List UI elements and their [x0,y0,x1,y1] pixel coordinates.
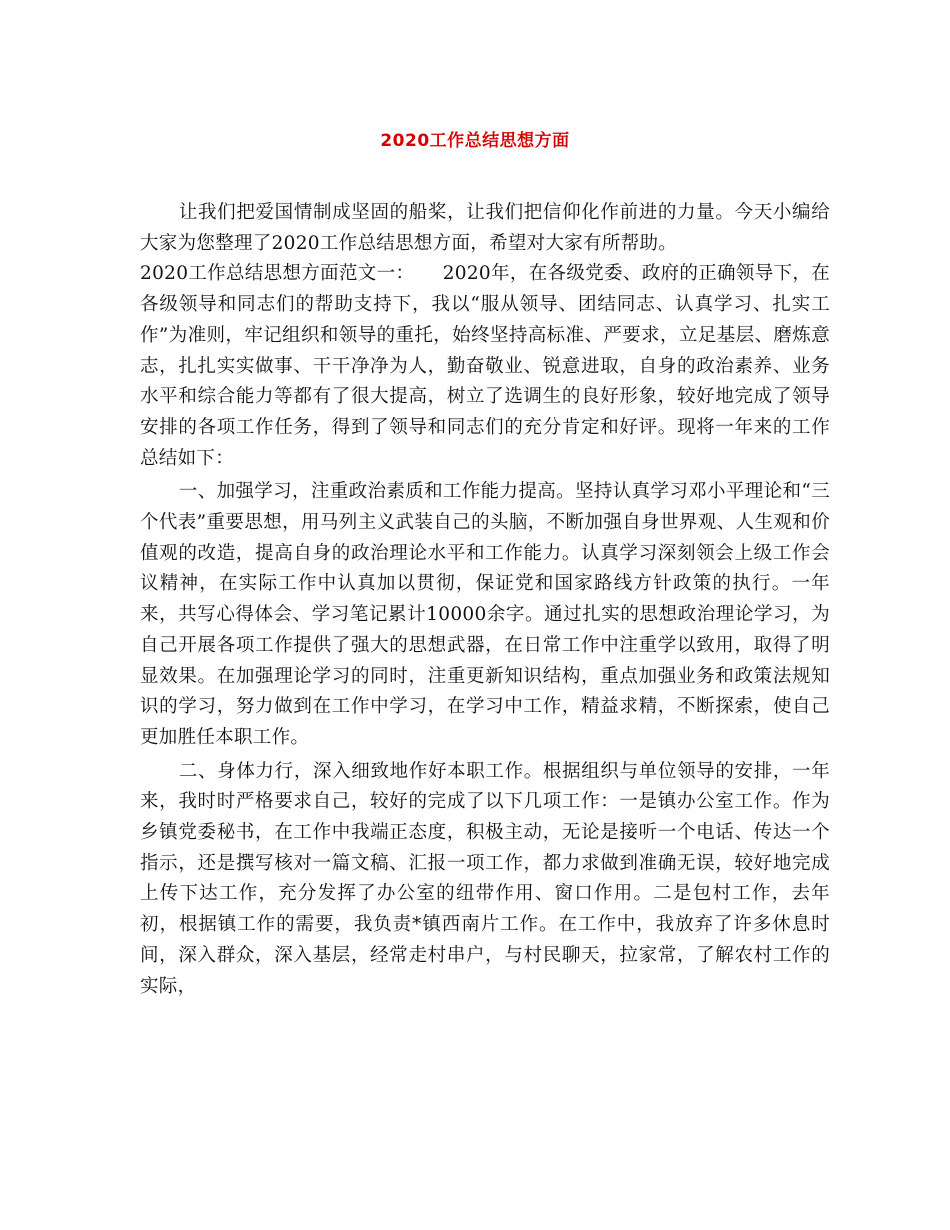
document-body [140,198,830,1002]
paragraph-sample-one: 2020工作总结思想方面范文一： 2020年，在各级党委、政府的正确领导下，在各级领导和同志们的帮助支持下，我以“服从领导、团结同志、认真学习、扎实工作”为准则，牢记组织和领导的重托，始终坚持高标准、严要求，立足基层、磨炼意志，扎扎实实做事、干干净净为人，勤奋敬业、锐意进取，自身的政治素养、业务水平和综合能力等都有了很大提高，树立了选调生的良好形象，较好地完成了领导安排的各项工作任务，得到了领导和同志们的充分肯定和好评。现将一年来的工作总结如下： [140,263,830,469]
paragraph-section-one: 一、加强学习，注重政治素质和工作能力提高。坚持认真学习邓小平理论和“三个代表”重要思想，用马列主义武装自己的头脑，不断加强自身世界观、人生观和价值观的改造，提高自身的政治理论水平和工作能力。认真学习深刻领会上级工作会议精神，在实际工作中认真加以贯彻，保证党和国家路线方针政策的执行。一年来，共写心得体会、学习笔记累计10000余字。通过扎实的思想政治理论学习，为自己开展各项工作提供了强大的思想武器，在日常工作中注重学以致用，取得了明显效果。在加强理论学习的同时，注重更新知识结构，重点加强业务和政策法规知识的学习，努力做到在工作中学习，在学习中工作，精益求精，不断探索，使自己更加胜任本职工作。 [140,481,830,748]
document-title: 2020工作总结思想方面 [380,131,570,151]
paragraph-intro: 让我们把爱国情制成坚固的船桨，让我们把信仰化作前进的力量。今天小编给大家为您整理了2020工作总结思想方面，希望对大家有所帮助。 [140,202,830,254]
paragraph-section-two: 二、身体力行，深入细致地作好本职工作。根据组织与单位领导的安排，一年来，我时时严格要求自己，较好的完成了以下几项工作：一是镇办公室工作。作为乡镇党委秘书，在工作中我端正态度，积极主动，无论是接听一个电话、传达一个指示，还是撰写核对一篇文稿、汇报一项工作，都力求做到准确无误，较好地完成上传下达工作，充分发挥了办公室的纽带作用、窗口作用。二是包村工作，去年初，根据镇工作的需要，我负责*镇西南片工作。在工作中，我放弃了许多休息时间，深入群众，深入基层，经常走村串户，与村民聊天，拉家常，了解农村工作的实际， [140,760,830,997]
